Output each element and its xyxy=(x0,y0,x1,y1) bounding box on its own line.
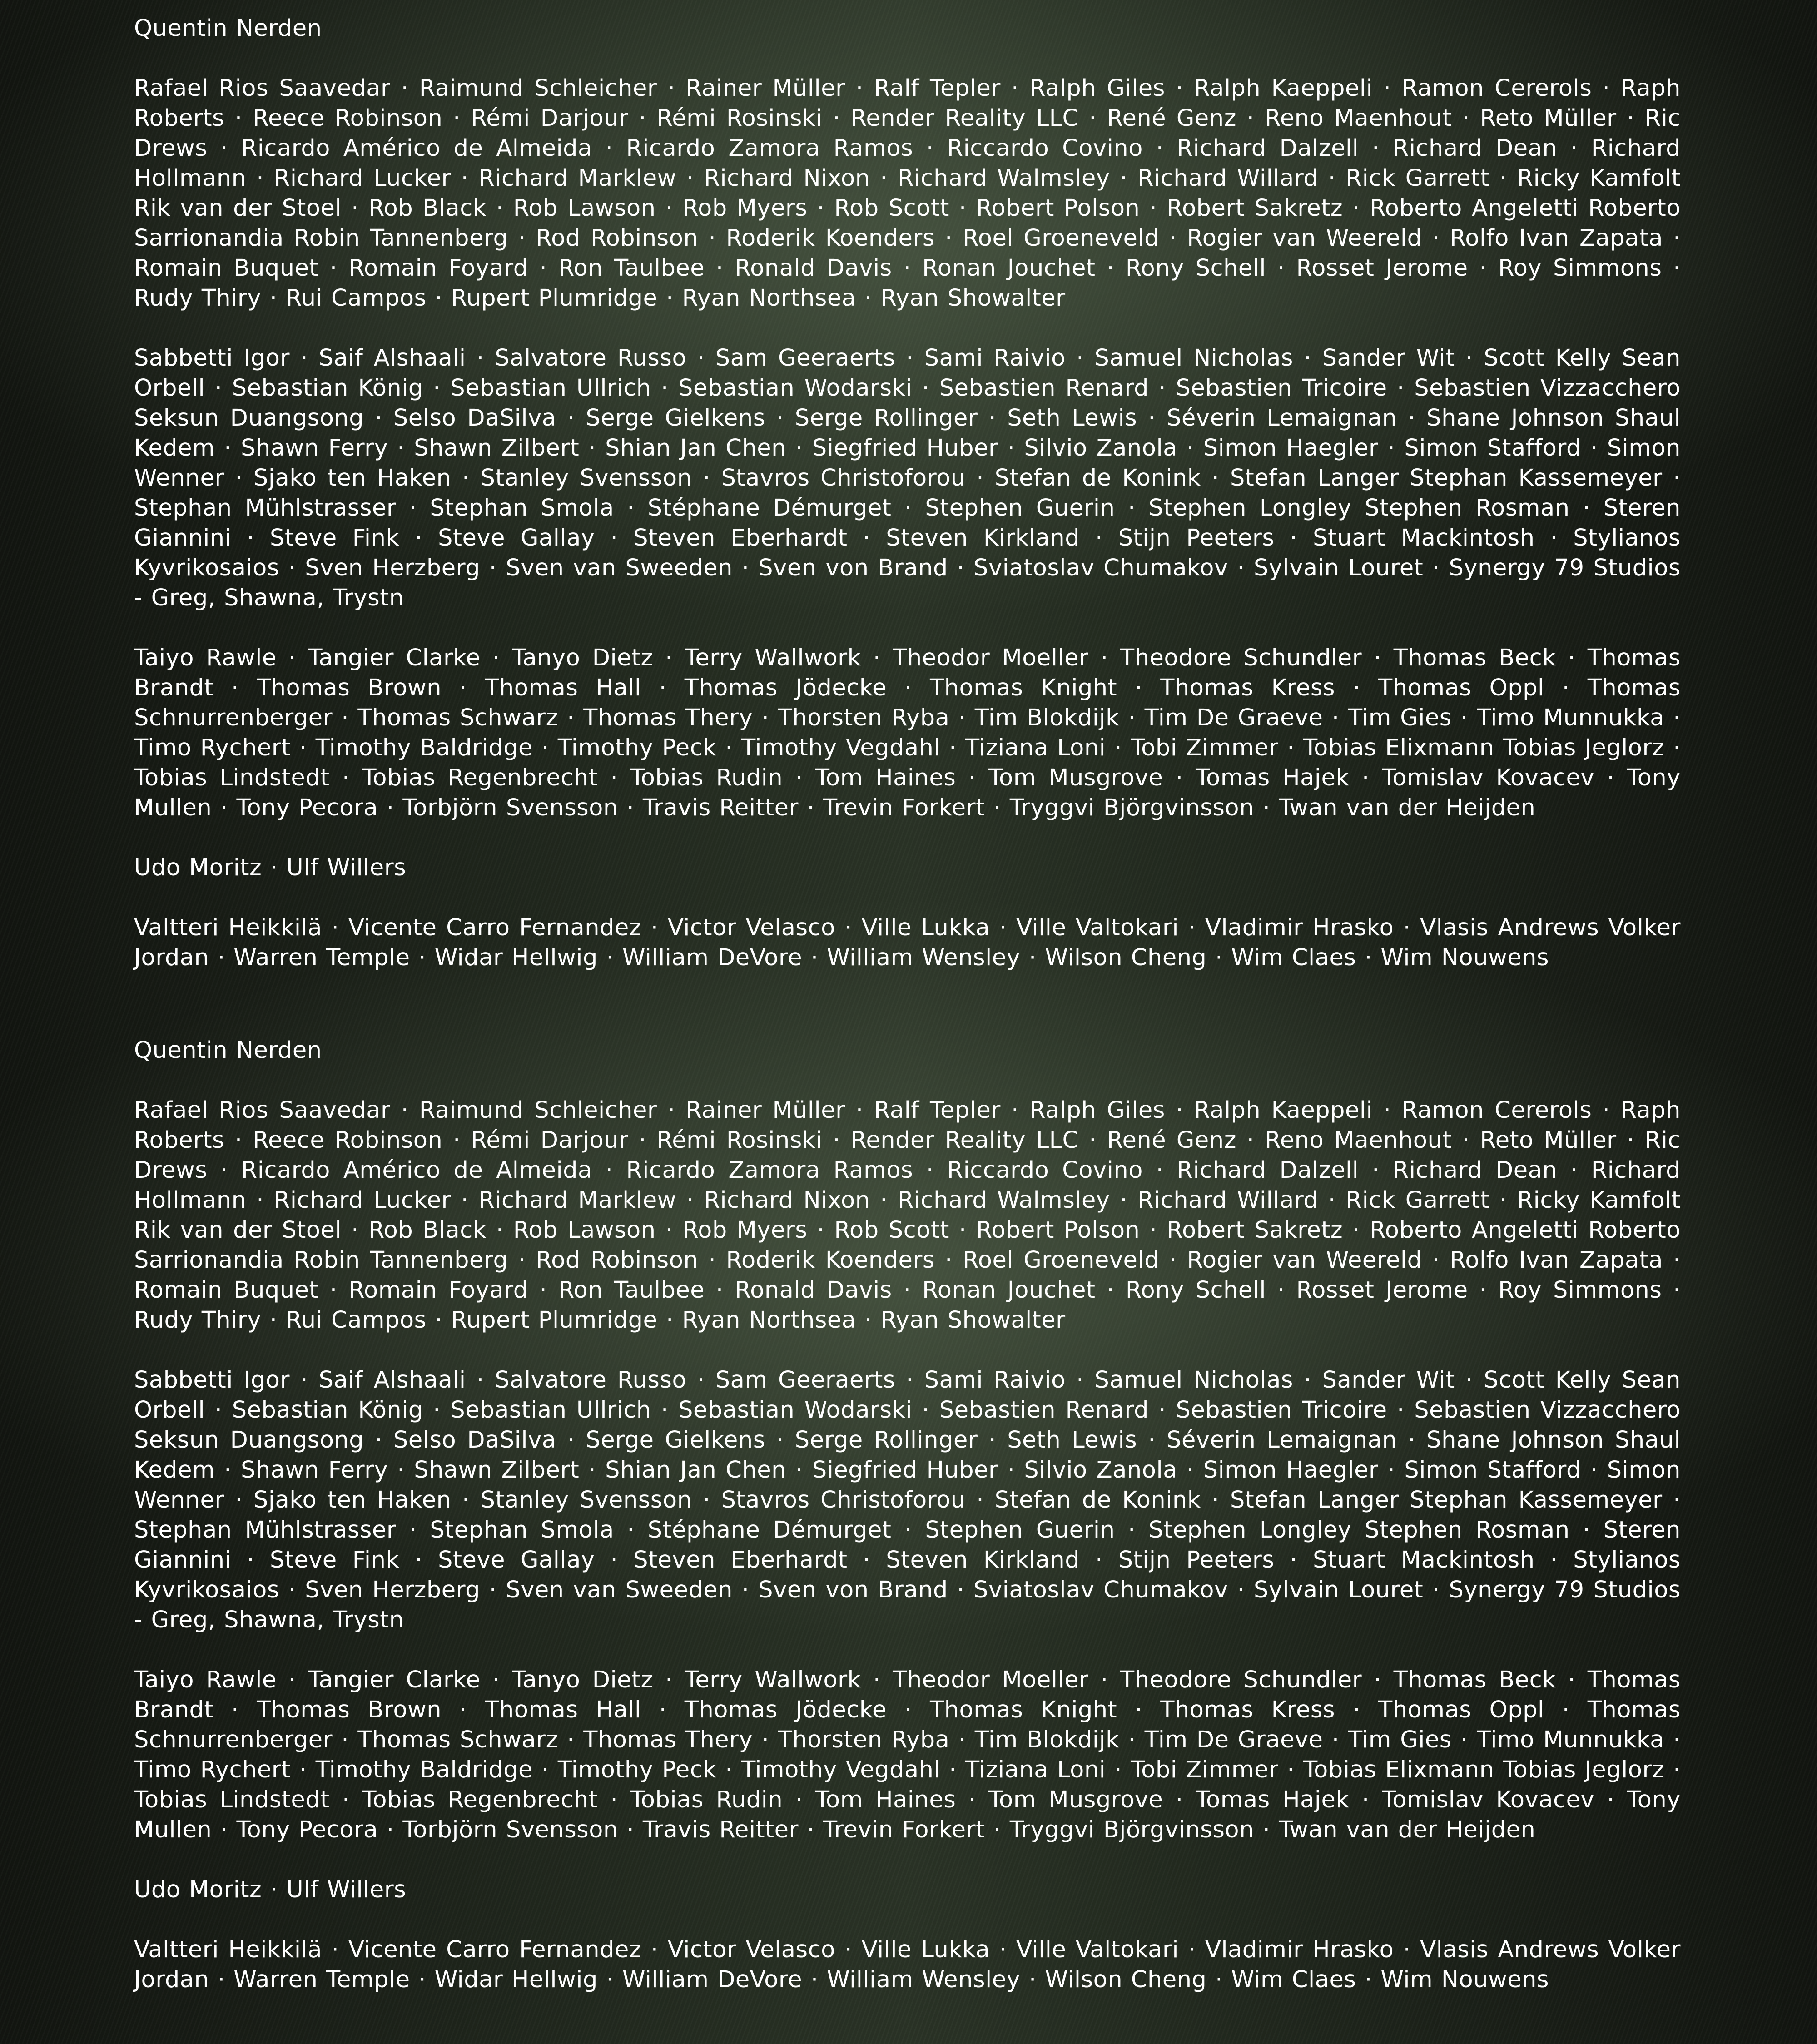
credits-v: Valtteri Heikkilä · Vicente Carro Fernandez · Victor Velasco · Ville Lukka · Ville Valtokari · Vladimir Hrasko · Vlasis Andrews Volker Jordan · Warren Temple · Widar Hellwig · William DeVore · William Wensley · Wilson Cheng · Wim Claes · Wim Nouwens xyxy=(134,914,1681,971)
credits-u: Udo Moritz · Ulf Willers xyxy=(134,854,407,881)
credits-v: Valtteri Heikkilä · Vicente Carro Fernandez · Victor Velasco · Ville Lukka · Ville Valtokari · Vladimir Hrasko · Vlasis Andrews Volker Jordan · Warren Temple · Widar Hellwig · William DeVore · William Wensley · Wilson Cheng · Wim Claes · Wim Nouwens xyxy=(134,1936,1681,1993)
credits-t: Taiyo Rawle · Tangier Clarke · Tanyo Dietz · Terry Wallwork · Theodor Moeller · Theodore Schundler · Thomas Beck · Thomas Brandt · Thomas Brown · Thomas Hall · Thomas Jödecke · Thomas Knight · Thomas Kress · Thomas Oppl · Thomas Schnurrenberger · Thomas Schwarz · Thomas Thery · Thorsten Ryba · Tim Blokdijk · Tim De Graeve · Tim Gies · Timo Munnukka · Timo Rychert · Timothy Baldridge · Timothy Peck · Timothy Vegdahl · Tiziana Loni · Tobi Zimmer · Tobias Elixmann Tobias Jeglorz · Tobias Lindstedt · Tobias Regenbrecht · Tobias Rudin · Tom Haines · Tom Musgrove · Tomas Hajek · Tomislav Kovacev · Tony Mullen · Tony Pecora · Torbjörn Svensson · Travis Reitter · Trevin Forkert · Tryggvi Björgvinsson · Twan van der Heijden xyxy=(134,645,1681,821)
credits-block-2 xyxy=(134,1022,1681,2044)
credits-q: Quentin Nerden xyxy=(134,15,322,42)
credits-t: Taiyo Rawle · Tangier Clarke · Tanyo Dietz · Terry Wallwork · Theodor Moeller · Theodore Schundler · Thomas Beck · Thomas Brandt · Thomas Brown · Thomas Hall · Thomas Jödecke · Thomas Knight · Thomas Kress · Thomas Oppl · Thomas Schnurrenberger · Thomas Schwarz · Thomas Thery · Thorsten Ryba · Tim Blokdijk · Tim De Graeve · Tim Gies · Timo Munnukka · Timo Rychert · Timothy Baldridge · Timothy Peck · Timothy Vegdahl · Tiziana Loni · Tobi Zimmer · Tobias Elixmann Tobias Jeglorz · Tobias Lindstedt · Tobias Regenbrecht · Tobias Rudin · Tom Haines · Tom Musgrove · Tomas Hajek · Tomislav Kovacev · Tony Mullen · Tony Pecora · Torbjörn Svensson · Travis Reitter · Trevin Forkert · Tryggvi Björgvinsson · Twan van der Heijden xyxy=(134,1667,1681,1843)
credits-u: Udo Moritz · Ulf Willers xyxy=(134,1876,407,1903)
credits-page xyxy=(134,0,1681,2044)
credits-s: Sabbetti Igor · Saif Alshaali · Salvatore Russo · Sam Geeraerts · Sami Raivio · Samuel Nicholas · Sander Wit · Scott Kelly Sean Orbell · Sebastian König · Sebastian Ullrich · Sebastian Wodarski · Sebastien Renard · Sebastien Tricoire · Sebastien Vizzacchero Seksun Duangsong · Selso DaSilva · Serge Gielkens · Serge Rollinger · Seth Lewis · Séverin Lemaignan · Shane Johnson Shaul Kedem · Shawn Ferry · Shawn Zilbert · Shian Jan Chen · Siegfried Huber · Silvio Zanola · Simon Haegler · Simon Stafford · Simon Wenner · Sjako ten Haken · Stanley Svensson · Stavros Christoforou · Stefan de Konink · Stefan Langer Stephan Kassemeyer · Stephan Mühlstrasser · Stephan Smola · Stéphane Démurget · Stephen Guerin · Stephen Longley Stephen Rosman · Steren Giannini · Steve Fink · Steve Gallay · Steven Eberhardt · Steven Kirkland · Stijn Peeters · Stuart Mackintosh · Stylianos Kyvrikosaios · Sven Herzberg · Sven van Sweeden · Sven von Brand · Sviatoslav Chumakov · Sylvain Louret · Synergy 79 Studios - Greg, Shawna, Trystn xyxy=(134,345,1681,611)
credits-r: Rafael Rios Saavedar · Raimund Schleicher · Rainer Müller · Ralf Tepler · Ralph Giles · Ralph Kaeppeli · Ramon Cererols · Raph Roberts · Reece Robinson · Rémi Darjour · Rémi Rosinski · Render Reality LLC · René Genz · Reno Maenhout · Reto Müller · Ric Drews · Ricardo Américo de Almeida · Ricardo Zamora Ramos · Riccardo Covino · Richard Dalzell · Richard Dean · Richard Hollmann · Richard Lucker · Richard Marklew · Richard Nixon · Richard Walmsley · Richard Willard · Rick Garrett · Ricky Kamfolt Rik van der Stoel · Rob Black · Rob Lawson · Rob Myers · Rob Scott · Robert Polson · Robert Sakretz · Roberto Angeletti Roberto Sarrionandia Robin Tannenberg · Rod Robinson · Roderik Koenders · Roel Groeneveld · Rogier van Weereld · Rolfo Ivan Zapata · Romain Buquet · Romain Foyard · Ron Taulbee · Ronald Davis · Ronan Jouchet · Rony Schell · Rosset Jerome · Roy Simmons · Rudy Thiry · Rui Campos · Rupert Plumridge · Ryan Northsea · Ryan Showalter xyxy=(134,1097,1681,1334)
credits-block-1 xyxy=(134,0,1681,1022)
credits-q: Quentin Nerden xyxy=(134,1037,322,1064)
credits-s: Sabbetti Igor · Saif Alshaali · Salvatore Russo · Sam Geeraerts · Sami Raivio · Samuel Nicholas · Sander Wit · Scott Kelly Sean Orbell · Sebastian König · Sebastian Ullrich · Sebastian Wodarski · Sebastien Renard · Sebastien Tricoire · Sebastien Vizzacchero Seksun Duangsong · Selso DaSilva · Serge Gielkens · Serge Rollinger · Seth Lewis · Séverin Lemaignan · Shane Johnson Shaul Kedem · Shawn Ferry · Shawn Zilbert · Shian Jan Chen · Siegfried Huber · Silvio Zanola · Simon Haegler · Simon Stafford · Simon Wenner · Sjako ten Haken · Stanley Svensson · Stavros Christoforou · Stefan de Konink · Stefan Langer Stephan Kassemeyer · Stephan Mühlstrasser · Stephan Smola · Stéphane Démurget · Stephen Guerin · Stephen Longley Stephen Rosman · Steren Giannini · Steve Fink · Steve Gallay · Steven Eberhardt · Steven Kirkland · Stijn Peeters · Stuart Mackintosh · Stylianos Kyvrikosaios · Sven Herzberg · Sven van Sweeden · Sven von Brand · Sviatoslav Chumakov · Sylvain Louret · Synergy 79 Studios - Greg, Shawna, Trystn xyxy=(134,1367,1681,1633)
credits-r: Rafael Rios Saavedar · Raimund Schleicher · Rainer Müller · Ralf Tepler · Ralph Giles · Ralph Kaeppeli · Ramon Cererols · Raph Roberts · Reece Robinson · Rémi Darjour · Rémi Rosinski · Render Reality LLC · René Genz · Reno Maenhout · Reto Müller · Ric Drews · Ricardo Américo de Almeida · Ricardo Zamora Ramos · Riccardo Covino · Richard Dalzell · Richard Dean · Richard Hollmann · Richard Lucker · Richard Marklew · Richard Nixon · Richard Walmsley · Richard Willard · Rick Garrett · Ricky Kamfolt Rik van der Stoel · Rob Black · Rob Lawson · Rob Myers · Rob Scott · Robert Polson · Robert Sakretz · Roberto Angeletti Roberto Sarrionandia Robin Tannenberg · Rod Robinson · Roderik Koenders · Roel Groeneveld · Rogier van Weereld · Rolfo Ivan Zapata · Romain Buquet · Romain Foyard · Ron Taulbee · Ronald Davis · Ronan Jouchet · Rony Schell · Rosset Jerome · Roy Simmons · Rudy Thiry · Rui Campos · Rupert Plumridge · Ryan Northsea · Ryan Showalter xyxy=(134,75,1681,312)
